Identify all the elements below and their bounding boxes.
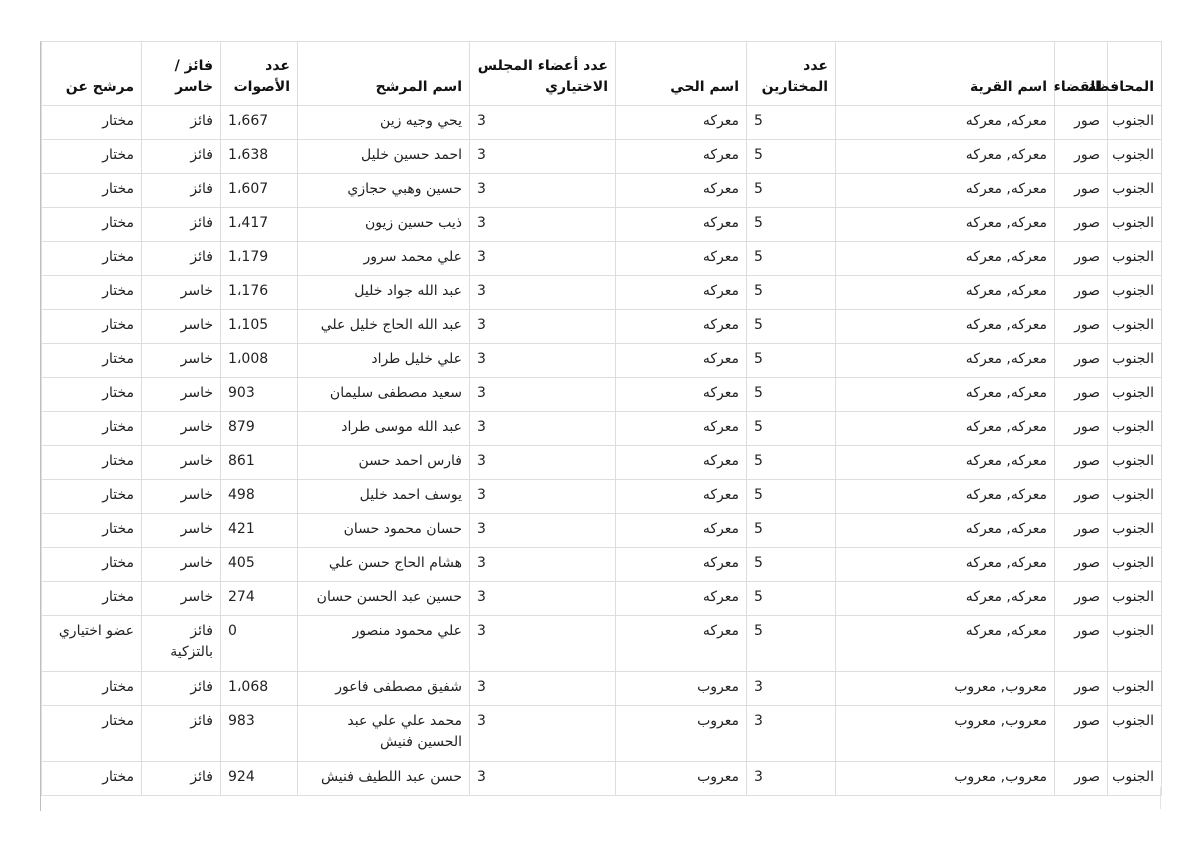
cell-council-members[interactable]: 3 <box>470 378 616 412</box>
cell-district[interactable]: صور <box>1055 706 1108 762</box>
cell-district[interactable]: صور <box>1055 106 1108 140</box>
header-neighborhood[interactable]: اسم الحي <box>616 42 747 106</box>
header-candidate-for[interactable]: مرشح عن <box>42 42 142 106</box>
cell-candidate-for[interactable]: مختار <box>42 310 142 344</box>
cell-mukhtars-count[interactable]: 5 <box>747 174 836 208</box>
cell-district[interactable]: صور <box>1055 672 1108 706</box>
cell-result[interactable]: فائز <box>142 208 221 242</box>
cell-governorate[interactable]: الجنوب <box>1108 412 1162 446</box>
cell-mukhtars-count[interactable]: 5 <box>747 582 836 616</box>
cell-candidate[interactable]: احمد حسين خليل <box>298 140 470 174</box>
cell-neighborhood[interactable]: معركه <box>616 446 747 480</box>
cell-district[interactable]: صور <box>1055 208 1108 242</box>
cell-result[interactable]: خاسر <box>142 378 221 412</box>
cell-district[interactable]: صور <box>1055 310 1108 344</box>
cell-governorate[interactable]: الجنوب <box>1108 310 1162 344</box>
cell-candidate[interactable]: عبد الله الحاج خليل علي <box>298 310 470 344</box>
cell-village[interactable]: معركه, معركه <box>836 480 1055 514</box>
table-row <box>42 480 1162 514</box>
cell-mukhtars-count[interactable]: 5 <box>747 548 836 582</box>
cell-village[interactable]: معركه, معركه <box>836 140 1055 174</box>
cell-district[interactable]: صور <box>1055 276 1108 310</box>
cell-candidate[interactable]: عبد الله موسى طراد <box>298 412 470 446</box>
cell-candidate[interactable]: هشام الحاج حسن علي <box>298 548 470 582</box>
cell-result[interactable]: خاسر <box>142 480 221 514</box>
empty-row-area <box>41 787 1161 809</box>
cell-votes[interactable]: 924 <box>221 762 298 796</box>
cell-votes[interactable]: 861 <box>221 446 298 480</box>
table-row <box>42 378 1162 412</box>
cell-result[interactable]: فائز <box>142 106 221 140</box>
cell-votes[interactable]: 1،638 <box>221 140 298 174</box>
cell-governorate[interactable]: الجنوب <box>1108 106 1162 140</box>
table-row <box>42 446 1162 480</box>
cell-mukhtars-count[interactable]: 5 <box>747 242 836 276</box>
header-council-members[interactable]: عدد أعضاء المجلس الاختياري <box>470 42 616 106</box>
cell-council-members[interactable]: 3 <box>470 514 616 548</box>
cell-candidate[interactable]: علي محمود منصور <box>298 616 470 672</box>
cell-governorate[interactable]: الجنوب <box>1108 446 1162 480</box>
cell-candidate[interactable]: سعيد مصطفى سليمان <box>298 378 470 412</box>
header-candidate[interactable]: اسم المرشح <box>298 42 470 106</box>
cell-candidate-for[interactable]: مختار <box>42 480 142 514</box>
header-row <box>42 42 1162 106</box>
cell-result[interactable]: خاسر <box>142 344 221 378</box>
cell-village[interactable]: معركه, معركه <box>836 548 1055 582</box>
cell-governorate[interactable]: الجنوب <box>1108 548 1162 582</box>
cell-candidate-for[interactable]: مختار <box>42 582 142 616</box>
cell-neighborhood[interactable]: معركه <box>616 616 747 672</box>
cell-district[interactable]: صور <box>1055 378 1108 412</box>
table-row <box>42 582 1162 616</box>
header-village[interactable]: اسم القرية <box>836 42 1055 106</box>
cell-village[interactable]: معركه, معركه <box>836 106 1055 140</box>
cell-neighborhood[interactable]: معركه <box>616 378 747 412</box>
cell-result[interactable]: فائز <box>142 672 221 706</box>
cell-votes[interactable]: 1،105 <box>221 310 298 344</box>
cell-neighborhood[interactable]: معركه <box>616 140 747 174</box>
cell-candidate[interactable]: حسان محمود حسان <box>298 514 470 548</box>
header-governorate[interactable]: المحافظة <box>1108 42 1162 106</box>
table-row <box>42 208 1162 242</box>
cell-district[interactable]: صور <box>1055 174 1108 208</box>
cell-neighborhood[interactable]: معروب <box>616 706 747 762</box>
cell-mukhtars-count[interactable]: 5 <box>747 446 836 480</box>
cell-council-members[interactable]: 3 <box>470 276 616 310</box>
cell-council-members[interactable]: 3 <box>470 706 616 762</box>
cell-mukhtars-count[interactable]: 5 <box>747 480 836 514</box>
cell-result[interactable]: فائز <box>142 706 221 762</box>
header-district[interactable]: القضاء <box>1055 42 1108 106</box>
cell-candidate-for[interactable]: مختار <box>42 344 142 378</box>
cell-mukhtars-count[interactable]: 5 <box>747 378 836 412</box>
cell-governorate[interactable]: الجنوب <box>1108 276 1162 310</box>
cell-district[interactable]: صور <box>1055 616 1108 672</box>
cell-village[interactable]: معركه, معركه <box>836 242 1055 276</box>
cell-candidate-for[interactable]: مختار <box>42 514 142 548</box>
cell-village[interactable]: معركه, معركه <box>836 446 1055 480</box>
cell-candidate[interactable]: ذيب حسين زيون <box>298 208 470 242</box>
cell-district[interactable]: صور <box>1055 412 1108 446</box>
cell-council-members[interactable]: 3 <box>470 672 616 706</box>
cell-candidate[interactable]: علي خليل طراد <box>298 344 470 378</box>
cell-village[interactable]: معروب, معروب <box>836 762 1055 796</box>
cell-district[interactable]: صور <box>1055 548 1108 582</box>
cell-votes[interactable]: 1،008 <box>221 344 298 378</box>
cell-result[interactable]: فائز بالتزكية <box>142 616 221 672</box>
cell-candidate-for[interactable]: مختار <box>42 706 142 762</box>
cell-governorate[interactable]: الجنوب <box>1108 174 1162 208</box>
cell-candidate-for[interactable]: مختار <box>42 672 142 706</box>
cell-mukhtars-count[interactable]: 5 <box>747 514 836 548</box>
cell-candidate-for[interactable]: مختار <box>42 446 142 480</box>
cell-neighborhood[interactable]: معركه <box>616 582 747 616</box>
cell-neighborhood[interactable]: معركه <box>616 514 747 548</box>
cell-village[interactable]: معركه, معركه <box>836 378 1055 412</box>
cell-mukhtars-count[interactable]: 5 <box>747 344 836 378</box>
cell-candidate-for[interactable]: مختار <box>42 548 142 582</box>
cell-candidate-for[interactable]: مختار <box>42 412 142 446</box>
cell-governorate[interactable]: الجنوب <box>1108 616 1162 672</box>
cell-mukhtars-count[interactable]: 5 <box>747 140 836 174</box>
cell-votes[interactable]: 903 <box>221 378 298 412</box>
results-table <box>41 41 1162 796</box>
cell-votes[interactable]: 421 <box>221 514 298 548</box>
cell-votes[interactable]: 1،607 <box>221 174 298 208</box>
table-row <box>42 174 1162 208</box>
cell-council-members[interactable]: 3 <box>470 208 616 242</box>
table-row <box>42 672 1162 706</box>
cell-district[interactable]: صور <box>1055 762 1108 796</box>
cell-council-members[interactable]: 3 <box>470 344 616 378</box>
cell-result[interactable]: خاسر <box>142 582 221 616</box>
cell-governorate[interactable]: الجنوب <box>1108 582 1162 616</box>
cell-district[interactable]: صور <box>1055 514 1108 548</box>
cell-council-members[interactable]: 3 <box>470 242 616 276</box>
cell-council-members[interactable]: 3 <box>470 140 616 174</box>
cell-votes[interactable]: 1،176 <box>221 276 298 310</box>
cell-neighborhood[interactable]: معروب <box>616 672 747 706</box>
cell-candidate-for[interactable]: مختار <box>42 174 142 208</box>
cell-result[interactable]: خاسر <box>142 276 221 310</box>
cell-mukhtars-count[interactable]: 5 <box>747 106 836 140</box>
cell-candidate[interactable]: حسين وهبي حجازي <box>298 174 470 208</box>
cell-council-members[interactable]: 3 <box>470 412 616 446</box>
table-row <box>42 242 1162 276</box>
cell-votes[interactable]: 1،667 <box>221 106 298 140</box>
cell-village[interactable]: معركه, معركه <box>836 616 1055 672</box>
cell-council-members[interactable]: 3 <box>470 582 616 616</box>
cell-candidate[interactable]: شفيق مصطفى فاعور <box>298 672 470 706</box>
table-row <box>42 106 1162 140</box>
cell-neighborhood[interactable]: معركه <box>616 208 747 242</box>
cell-governorate[interactable]: الجنوب <box>1108 762 1162 796</box>
cell-result[interactable]: فائز <box>142 762 221 796</box>
cell-governorate[interactable]: الجنوب <box>1108 672 1162 706</box>
cell-governorate[interactable]: الجنوب <box>1108 344 1162 378</box>
cell-village[interactable]: معركه, معركه <box>836 344 1055 378</box>
cell-mukhtars-count[interactable]: 3 <box>747 672 836 706</box>
cell-neighborhood[interactable]: معركه <box>616 106 747 140</box>
cell-candidate-for[interactable]: مختار <box>42 276 142 310</box>
cell-candidate[interactable]: يوسف احمد خليل <box>298 480 470 514</box>
cell-council-members[interactable]: 3 <box>470 174 616 208</box>
cell-votes[interactable]: 405 <box>221 548 298 582</box>
cell-governorate[interactable]: الجنوب <box>1108 208 1162 242</box>
cell-village[interactable]: معركه, معركه <box>836 276 1055 310</box>
cell-district[interactable]: صور <box>1055 582 1108 616</box>
cell-village[interactable]: معركه, معركه <box>836 208 1055 242</box>
table-row <box>42 706 1162 762</box>
cell-district[interactable]: صور <box>1055 344 1108 378</box>
cell-governorate[interactable]: الجنوب <box>1108 480 1162 514</box>
cell-result[interactable]: خاسر <box>142 412 221 446</box>
cell-neighborhood[interactable]: معركه <box>616 548 747 582</box>
cell-village[interactable]: معروب, معروب <box>836 672 1055 706</box>
cell-mukhtars-count[interactable]: 5 <box>747 616 836 672</box>
cell-votes[interactable]: 1،179 <box>221 242 298 276</box>
cell-district[interactable]: صور <box>1055 446 1108 480</box>
table-row <box>42 514 1162 548</box>
cell-candidate[interactable]: عبد الله جواد خليل <box>298 276 470 310</box>
cell-council-members[interactable]: 3 <box>470 762 616 796</box>
cell-candidate-for[interactable]: مختار <box>42 242 142 276</box>
cell-candidate-for[interactable]: مختار <box>42 378 142 412</box>
cell-village[interactable]: معركه, معركه <box>836 412 1055 446</box>
cell-mukhtars-count[interactable]: 3 <box>747 706 836 762</box>
cell-village[interactable]: معركه, معركه <box>836 174 1055 208</box>
cell-candidate-for[interactable]: مختار <box>42 140 142 174</box>
cell-council-members[interactable]: 3 <box>470 616 616 672</box>
table-row <box>42 548 1162 582</box>
cell-council-members[interactable]: 3 <box>470 106 616 140</box>
cell-council-members[interactable]: 3 <box>470 446 616 480</box>
cell-neighborhood[interactable]: معركه <box>616 480 747 514</box>
cell-neighborhood[interactable]: معركه <box>616 344 747 378</box>
cell-village[interactable]: معركه, معركه <box>836 514 1055 548</box>
cell-neighborhood[interactable]: معركه <box>616 174 747 208</box>
cell-result[interactable]: خاسر <box>142 446 221 480</box>
cell-neighborhood[interactable]: معركه <box>616 310 747 344</box>
table-row <box>42 140 1162 174</box>
cell-candidate[interactable]: علي محمد سرور <box>298 242 470 276</box>
cell-council-members[interactable]: 3 <box>470 548 616 582</box>
cell-council-members[interactable]: 3 <box>470 310 616 344</box>
header-mukhtars-count[interactable]: عدد المختارين <box>747 42 836 106</box>
cell-governorate[interactable]: الجنوب <box>1108 140 1162 174</box>
header-votes[interactable]: عدد الأصوات <box>221 42 298 106</box>
cell-votes[interactable]: 1،068 <box>221 672 298 706</box>
cell-candidate-for[interactable]: عضو اختياري <box>42 616 142 672</box>
cell-governorate[interactable]: الجنوب <box>1108 706 1162 762</box>
cell-candidate[interactable]: يحي وجيه زين <box>298 106 470 140</box>
cell-votes[interactable]: 879 <box>221 412 298 446</box>
cell-mukhtars-count[interactable]: 5 <box>747 310 836 344</box>
table-row <box>42 276 1162 310</box>
cell-mukhtars-count[interactable]: 5 <box>747 412 836 446</box>
cell-governorate[interactable]: الجنوب <box>1108 242 1162 276</box>
cell-result[interactable]: فائز <box>142 242 221 276</box>
table-row <box>42 616 1162 672</box>
cell-district[interactable]: صور <box>1055 140 1108 174</box>
cell-result[interactable]: فائز <box>142 174 221 208</box>
cell-governorate[interactable]: الجنوب <box>1108 378 1162 412</box>
cell-neighborhood[interactable]: معركه <box>616 276 747 310</box>
cell-candidate-for[interactable]: مختار <box>42 208 142 242</box>
cell-candidate-for[interactable]: مختار <box>42 762 142 796</box>
cell-mukhtars-count[interactable]: 5 <box>747 276 836 310</box>
cell-neighborhood[interactable]: معركه <box>616 242 747 276</box>
cell-mukhtars-count[interactable]: 5 <box>747 208 836 242</box>
cell-village[interactable]: معركه, معركه <box>836 582 1055 616</box>
cell-result[interactable]: خاسر <box>142 548 221 582</box>
table-row <box>42 310 1162 344</box>
cell-village[interactable]: معركه, معركه <box>836 310 1055 344</box>
cell-candidate-for[interactable]: مختار <box>42 106 142 140</box>
table-row <box>42 344 1162 378</box>
cell-votes[interactable]: 983 <box>221 706 298 762</box>
cell-candidate[interactable]: محمد علي علي عبد الحسين فنيش <box>298 706 470 762</box>
cell-result[interactable]: خاسر <box>142 514 221 548</box>
cell-votes[interactable]: 0 <box>221 616 298 672</box>
header-result[interactable]: فائز / خاسر <box>142 42 221 106</box>
cell-governorate[interactable]: الجنوب <box>1108 514 1162 548</box>
cell-votes[interactable]: 274 <box>221 582 298 616</box>
cell-candidate[interactable]: فارس احمد حسن <box>298 446 470 480</box>
cell-result[interactable]: خاسر <box>142 310 221 344</box>
cell-candidate[interactable]: حسين عبد الحسن حسان <box>298 582 470 616</box>
cell-district[interactable]: صور <box>1055 480 1108 514</box>
cell-district[interactable]: صور <box>1055 242 1108 276</box>
cell-candidate[interactable]: حسن عبد اللطيف فنيش <box>298 762 470 796</box>
cell-village[interactable]: معروب, معروب <box>836 706 1055 762</box>
cell-council-members[interactable]: 3 <box>470 480 616 514</box>
cell-neighborhood[interactable]: معروب <box>616 762 747 796</box>
cell-result[interactable]: فائز <box>142 140 221 174</box>
cell-votes[interactable]: 1،417 <box>221 208 298 242</box>
cell-votes[interactable]: 498 <box>221 480 298 514</box>
cell-mukhtars-count[interactable]: 3 <box>747 762 836 796</box>
cell-neighborhood[interactable]: معركه <box>616 412 747 446</box>
table-row <box>42 412 1162 446</box>
